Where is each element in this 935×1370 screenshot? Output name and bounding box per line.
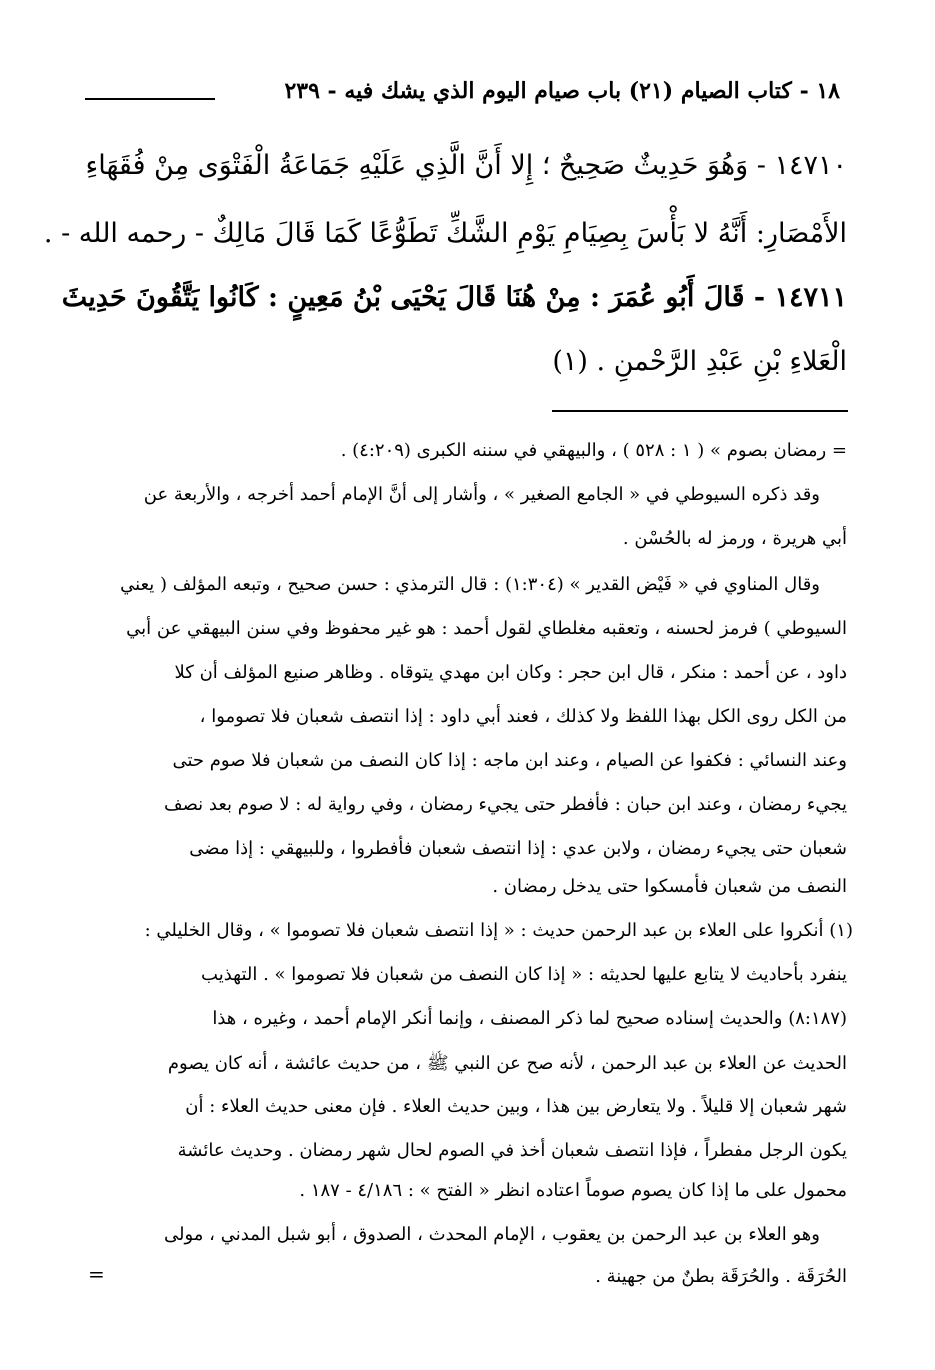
footnote-separator [552,410,848,412]
footnote-line: من الكل روى الكل بهذا اللفظ ولا كذلك ، فعند أبي داود : إذا انتصف شعبان فلا تصوموا ، [199,706,847,727]
footnote-line: ينفرد بأحاديث لا يتابع عليها لحديثه : « إذا كان النصف من شعبان فلا تصوموا » . التهذيب [201,964,847,985]
footnote-line: = رمضان بصوم » ( ١ : ٥٢٨ ) ، والبيهقي في سننه الكبرى (٤:٢٠٩) . [340,440,847,461]
footnote-line: شهر شعبان إلا قليلاً . ولا يتعارض بين هذا ، وبين حديث العلاء . فإن معنى حديث العلاء : أن [185,1096,847,1117]
footnote-line: وعند النسائي : فكفوا عن الصيام ، وعند ابن ماجه : إذا كان النصف من شعبان فلا صوم حتى [172,750,847,771]
footnote-line: داود ، عن أحمد : منكر ، قال ابن حجر : وكان ابن مهدي يتوقاه . وظاهر صنيع المؤلف أن كلا [174,662,847,683]
footnote-line: (١) أنكروا على العلاء بن عبد الرحمن حديث : « إذا انتصف شعبان فلا تصوموا » ، وقال الخليلي : [144,920,853,941]
running-header: ١٨ - كتاب الصيام (٢١) باب صيام اليوم الذي يشك فيه - ٢٣٩ [284,78,840,104]
footnote-line: يجيء رمضان ، وعند ابن حبان : فأفطر حتى يجيء رمضان ، وفي رواية له : لا صوم بعد نصف [163,794,847,815]
footnote-line: (٨:١٨٧) والحديث إسناده صحيح لما ذكر المصنف ، وإنما أنكر الإمام أحمد ، وغيره ، هذا [212,1008,847,1029]
footnote-line: الحُرَقَة . والحُرَقَة بطنٌ من جهينة . [595,1266,847,1287]
footnote-line: وقد ذكره السيوطي في « الجامع الصغير » ، وأشار إلى أنَّ الإمام أحمد أخرجه ، والأربعة عن [143,484,820,505]
footnote-line: النصف من شعبان فأمسكوا حتى يدخل رمضان . [492,876,847,897]
main-text-line: ١٤٧١١ - قَالَ أَبُو عُمَرَ : مِنْ هُنَا قَالَ يَحْيَى بْنُ مَعِينٍ : كَانُوا يَتَّقُونَ حَدِيثَ [61,282,847,313]
main-text-line: الْعَلاءِ بْنِ عَبْدِ الرَّحْمنِ . (١) [552,346,847,377]
footnote-line: أبي هريرة ، ورمز له بالحُسْن . [622,528,847,549]
footnote-line: يكون الرجل مفطراً ، فإذا انتصف شعبان أخذ في الصوم لحال شهر رمضان . وحديث عائشة [177,1140,847,1161]
footnote-line: وقال المناوي في « فَيْض القدير » (١:٣٠٤) : قال الترمذي : حسن صحيح ، وتبعه المؤلف ( يعني [120,574,820,595]
footnote-line: السيوطي ) فرمز لحسنه ، وتعقبه مغلطاي لقول أحمد : هو غير محفوظ وفي سنن البيهقي عن أبي [126,618,847,639]
footnote-line: شعبان حتى يجيء رمضان ، ولابن عدي : إذا انتصف شعبان فأفطروا ، وللبيهقي : إذا مضى [189,838,847,859]
main-text-line: الأَمْصَارِ: أَنَّهُ لا بَأْسَ بِصِيَامِ يَوْمِ الشَّكِّ تَطَوُّعًا كَمَا قَالَ مَالِكٌ - رحمه الله - . [43,218,847,249]
continuation-mark: = [88,1262,105,1286]
footnote-line: الحديث عن العلاء بن عبد الرحمن ، لأنه صح عن النبي ﷺ ، من حديث عائشة ، أنه كان يصوم [167,1053,847,1074]
footnote-line: وهو العلاء بن عبد الرحمن بن يعقوب ، الإمام المحدث ، الصدوق ، أبو شبل المدني ، مولى [164,1224,820,1245]
main-text-line: ١٤٧١٠ - وَهُوَ حَدِيثٌ صَحِيحٌ ؛ إِلا أَنَّ الَّذِي عَلَيْهِ جَمَاعَةُ الْفَتْوَى مِنْ فُقَهَاءِ [85,150,847,181]
header-rule [85,98,215,100]
footnote-line: محمول على ما إذا كان يصوم صوماً اعتاده انظر « الفتح » : ٤/١٨٦ - ١٨٧ . [299,1180,847,1201]
